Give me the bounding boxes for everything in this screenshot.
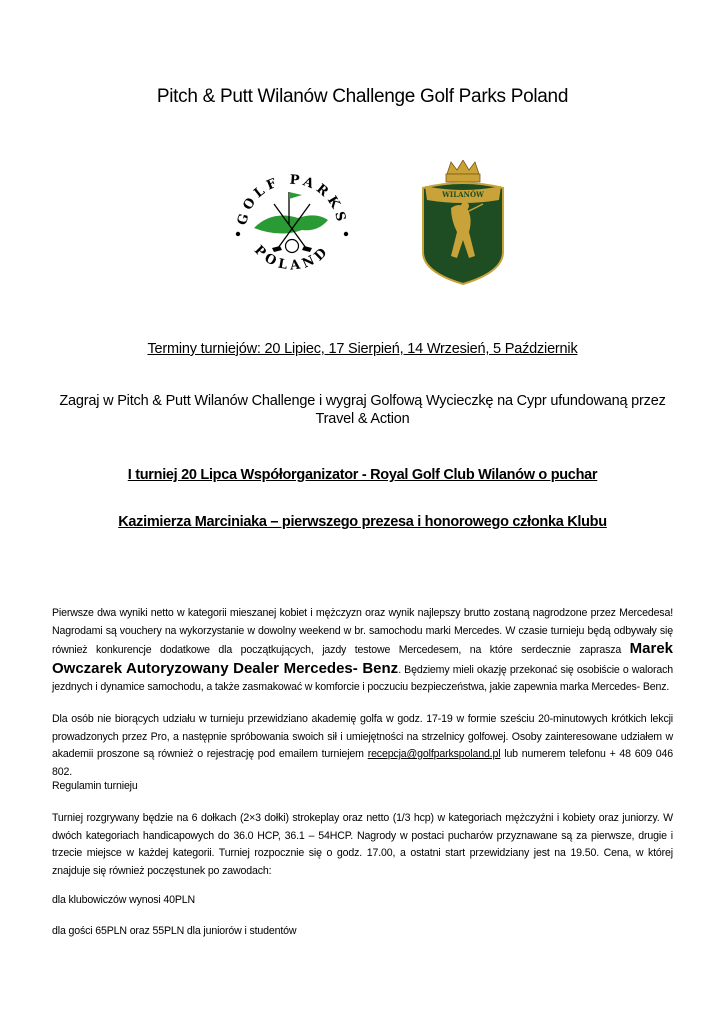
academy-text-b: lub numerem telefonu + 48 609 046 802. xyxy=(52,748,674,778)
royal-golf-club-wilanow-crest xyxy=(421,160,505,286)
mercedes-paragraph xyxy=(52,605,673,697)
dealer-name: Marek Owczarek Autoryzowany Dealer Mercedes- Benz xyxy=(52,640,673,677)
promo-text: Zagraj w Pitch & Putt Wilanów Challenge i wygraj Golfową Wycieczkę na Cypr ufundowaną przez Travel & Action xyxy=(59,393,666,427)
academy-paragraph xyxy=(52,711,673,781)
tournament-dates: Terminy turniejów: 20 Lipiec, 17 Sierpień, 14 Wrzesień, 5 Październik xyxy=(147,341,578,357)
rules-heading: Regulamin turnieju xyxy=(52,780,138,792)
email-link[interactable]: recepcja@golfparkspoland.pl xyxy=(367,748,501,760)
mercedes-text-b: . Będziemy mieli okazję przekonać się osobiście o walorach jezdnych i dynamice samochodu, a także zasmakować w komforcie i poczuciu bezpieczeństwa, jakie zapewnia marka Mercedes- Benz. xyxy=(52,663,673,693)
golf-parks-poland-logo xyxy=(232,168,352,278)
fee-members: dla klubowiczów wynosi 40PLN xyxy=(52,894,196,906)
tournament-heading-line-2: Kazimierza Marciniaka – pierwszego prezesa i honorowego członka Klubu xyxy=(118,514,607,530)
tournament-heading-line-1: I turniej 20 Lipca Współorganizator - Royal Golf Club Wilanów o puchar xyxy=(127,467,598,483)
mercedes-text-a: Pierwsze dwa wyniki netto w kategorii mieszanej kobiet i mężczyzn oraz wynik najlepszy brutto zostaną nagrodzone przez Mercedesa! Nagrodami są vouchery na wykorzystanie w dowolny weekend w br. samochodu marki Mercedes. W czasie turnieju będą odbywały się również konkurencje dodatkowe dla początkujących, jazdy testowe Mercedesem, na które serdecznie zaprasza xyxy=(52,607,673,656)
logo-bottom-text: POLAND xyxy=(250,242,334,274)
academy-text-a: Dla osób nie biorących udziału w turnieju przewidziano akademię golfa w godz. 17-19 w formie sześciu 20-minutowych krótkich lekcji prowadzonych przez Pro, a następnie spróbowania swoich sił i umiejętności na strzelnicy golfowej. Osoby zainteresowane udziałem w akademii proszone są również o rejestrację pod emailem turniejem xyxy=(52,713,673,760)
fee-guests: dla gości 65PLN oraz 55PLN dla juniorów i studentów xyxy=(52,925,297,937)
document-title: Pitch & Putt Wilanów Challenge Golf Parks Poland xyxy=(156,86,569,107)
crest-banner-text: WILANÓW xyxy=(442,190,484,199)
logo-top-text: GOLF PARKS xyxy=(234,172,349,227)
rules-paragraph: Turniej rozgrywany będzie na 6 dołkach (2×3 dołki) strokeplay oraz netto (1/3 hcp) w kategoriach mężczyźni i kobiety oraz juniorzy. W dwóch kategoriach handicapowych do 36.0 HCP, 36.1 – 54HCP. Nagrody w postaci pucharów przyznawane są za pierwsze, drugie i trzecie miejsce w każdej kategorii. Turniej rozpocznie się o godz. 17.00, a ostatni start przewidziany jest na 19.50. Cena, w której znajduje się również poczęstunek po zawodach: xyxy=(52,812,673,877)
